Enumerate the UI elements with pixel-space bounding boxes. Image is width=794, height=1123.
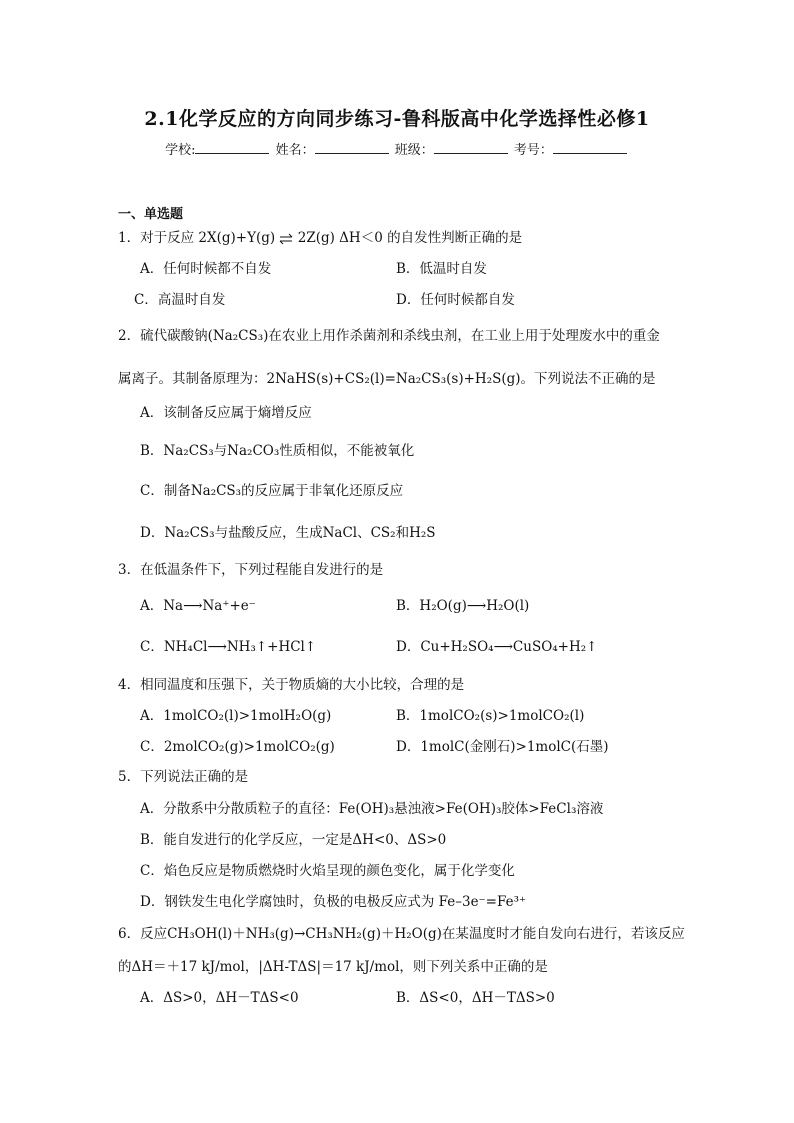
q4-option-a[interactable]: A．1molCO₂(l)>1molH₂O(g) — [140, 708, 332, 724]
exam-no-blank[interactable] — [553, 141, 627, 154]
q1-option-b[interactable]: B．低温时自发 — [396, 261, 487, 277]
section-title: 一、单选题 — [118, 207, 184, 222]
q2-option-a[interactable]: A．该制备反应属于熵增反应 — [140, 405, 312, 421]
q1-stem-part-b: 2Z(g) ΔH＜0 的自发性判断正确的是 — [297, 230, 523, 246]
q6-stem-line-1: 6．反应CH₃OH(l)＋NH₃(g)→CH₃NH₂(g)＋H₂O(g)在某温度时才能自发向右进行，若该反应 — [118, 926, 685, 942]
q4-stem: 4．相同温度和压强下，关于物质熵的大小比较，合理的是 — [118, 677, 465, 693]
class-label: 班级： — [394, 143, 434, 158]
q4-option-c[interactable]: C．2molCO₂(g)>1molCO₂(g) — [140, 739, 335, 755]
q3-option-c[interactable]: C．NH₄Cl⟶NH₃↑+HCl↑ — [140, 639, 317, 655]
name-blank[interactable] — [315, 141, 389, 154]
q2-option-c[interactable]: C．制备Na₂CS₃的反应属于非氧化还原反应 — [140, 483, 404, 499]
q5-option-d[interactable]: D．钢铁发生电化学腐蚀时，负极的电极反应式为 Fe–3e⁻=Fe³⁺ — [140, 894, 527, 910]
q2-option-b[interactable]: B．Na₂CS₃与Na₂CO₃性质相似，不能被氧化 — [140, 443, 415, 459]
school-blank[interactable] — [195, 141, 269, 154]
q2-stem-line-1: 2．硫代碳酸钠(Na₂CS₃)在农业上用作杀菌剂和杀线虫剂，在工业上用于处理废水中的重金 — [118, 328, 660, 344]
q6-option-a[interactable]: A．ΔS>0，ΔH－TΔS<0 — [140, 990, 299, 1006]
q3-stem: 3．在低温条件下，下列过程能自发进行的是 — [118, 562, 384, 578]
q4-option-d[interactable]: D．1molC(金刚石)>1molC(石墨) — [396, 739, 609, 755]
q3-option-b[interactable]: B．H₂O(g)⟶H₂O(l) — [396, 598, 530, 614]
q3-option-a[interactable]: A．Na⟶Na⁺+e⁻ — [140, 598, 256, 614]
exam-no-label: 考号： — [513, 143, 553, 158]
q5-stem: 5．下列说法正确的是 — [118, 769, 249, 785]
school-label: 学校: — [165, 143, 196, 158]
q3-option-d[interactable]: D．Cu+H₂SO₄⟶CuSO₄+H₂↑ — [396, 639, 598, 655]
q1-option-c[interactable]: C．高温时自发 — [134, 292, 226, 308]
q5-option-c[interactable]: C．焰色反应是物质燃烧时火焰呈现的颜色变化，属于化学变化 — [140, 863, 515, 879]
student-info-line — [0, 139, 794, 158]
class-blank[interactable] — [434, 141, 508, 154]
q1-option-a[interactable]: A．任何时候都不自发 — [140, 261, 272, 277]
q1-stem-part-a: 1．对于反应 2X(g)+Y(g) — [118, 230, 276, 246]
question-1-stem — [118, 229, 522, 247]
q2-option-d[interactable]: D．Na₂CS₃与盐酸反应，生成NaCl、CS₂和H₂S — [140, 525, 436, 541]
q6-option-b[interactable]: B．ΔS<0，ΔH－TΔS>0 — [396, 990, 555, 1006]
name-label: 姓名： — [275, 143, 315, 158]
q5-option-a[interactable]: A．分散系中分散质粒子的直径：Fe(OH)₃悬浊液>Fe(OH)₃胶体>FeCl₃溶液 — [140, 801, 604, 817]
q4-option-b[interactable]: B．1molCO₂(s)>1molCO₂(l) — [396, 708, 585, 724]
q6-stem-line-2: 的ΔH＝＋17 kJ/mol，|ΔH-TΔS|＝17 kJ/mol，则下列关系中正确的是 — [118, 959, 548, 975]
q5-option-b[interactable]: B．能自发进行的化学反应，一定是ΔH<0、ΔS>0 — [140, 832, 447, 848]
page-title: 2.1化学反应的方向同步练习-鲁科版高中化学选择性必修1 — [144, 108, 650, 130]
reversible-arrow-icon — [279, 233, 293, 245]
q1-option-d[interactable]: D．任何时候都自发 — [396, 292, 515, 308]
q2-stem-line-2: 属离子。其制备原理为：2NaHS(s)+CS₂(l)=Na₂CS₃(s)+H₂S(g)。下列说法不正确的是 — [118, 371, 656, 387]
